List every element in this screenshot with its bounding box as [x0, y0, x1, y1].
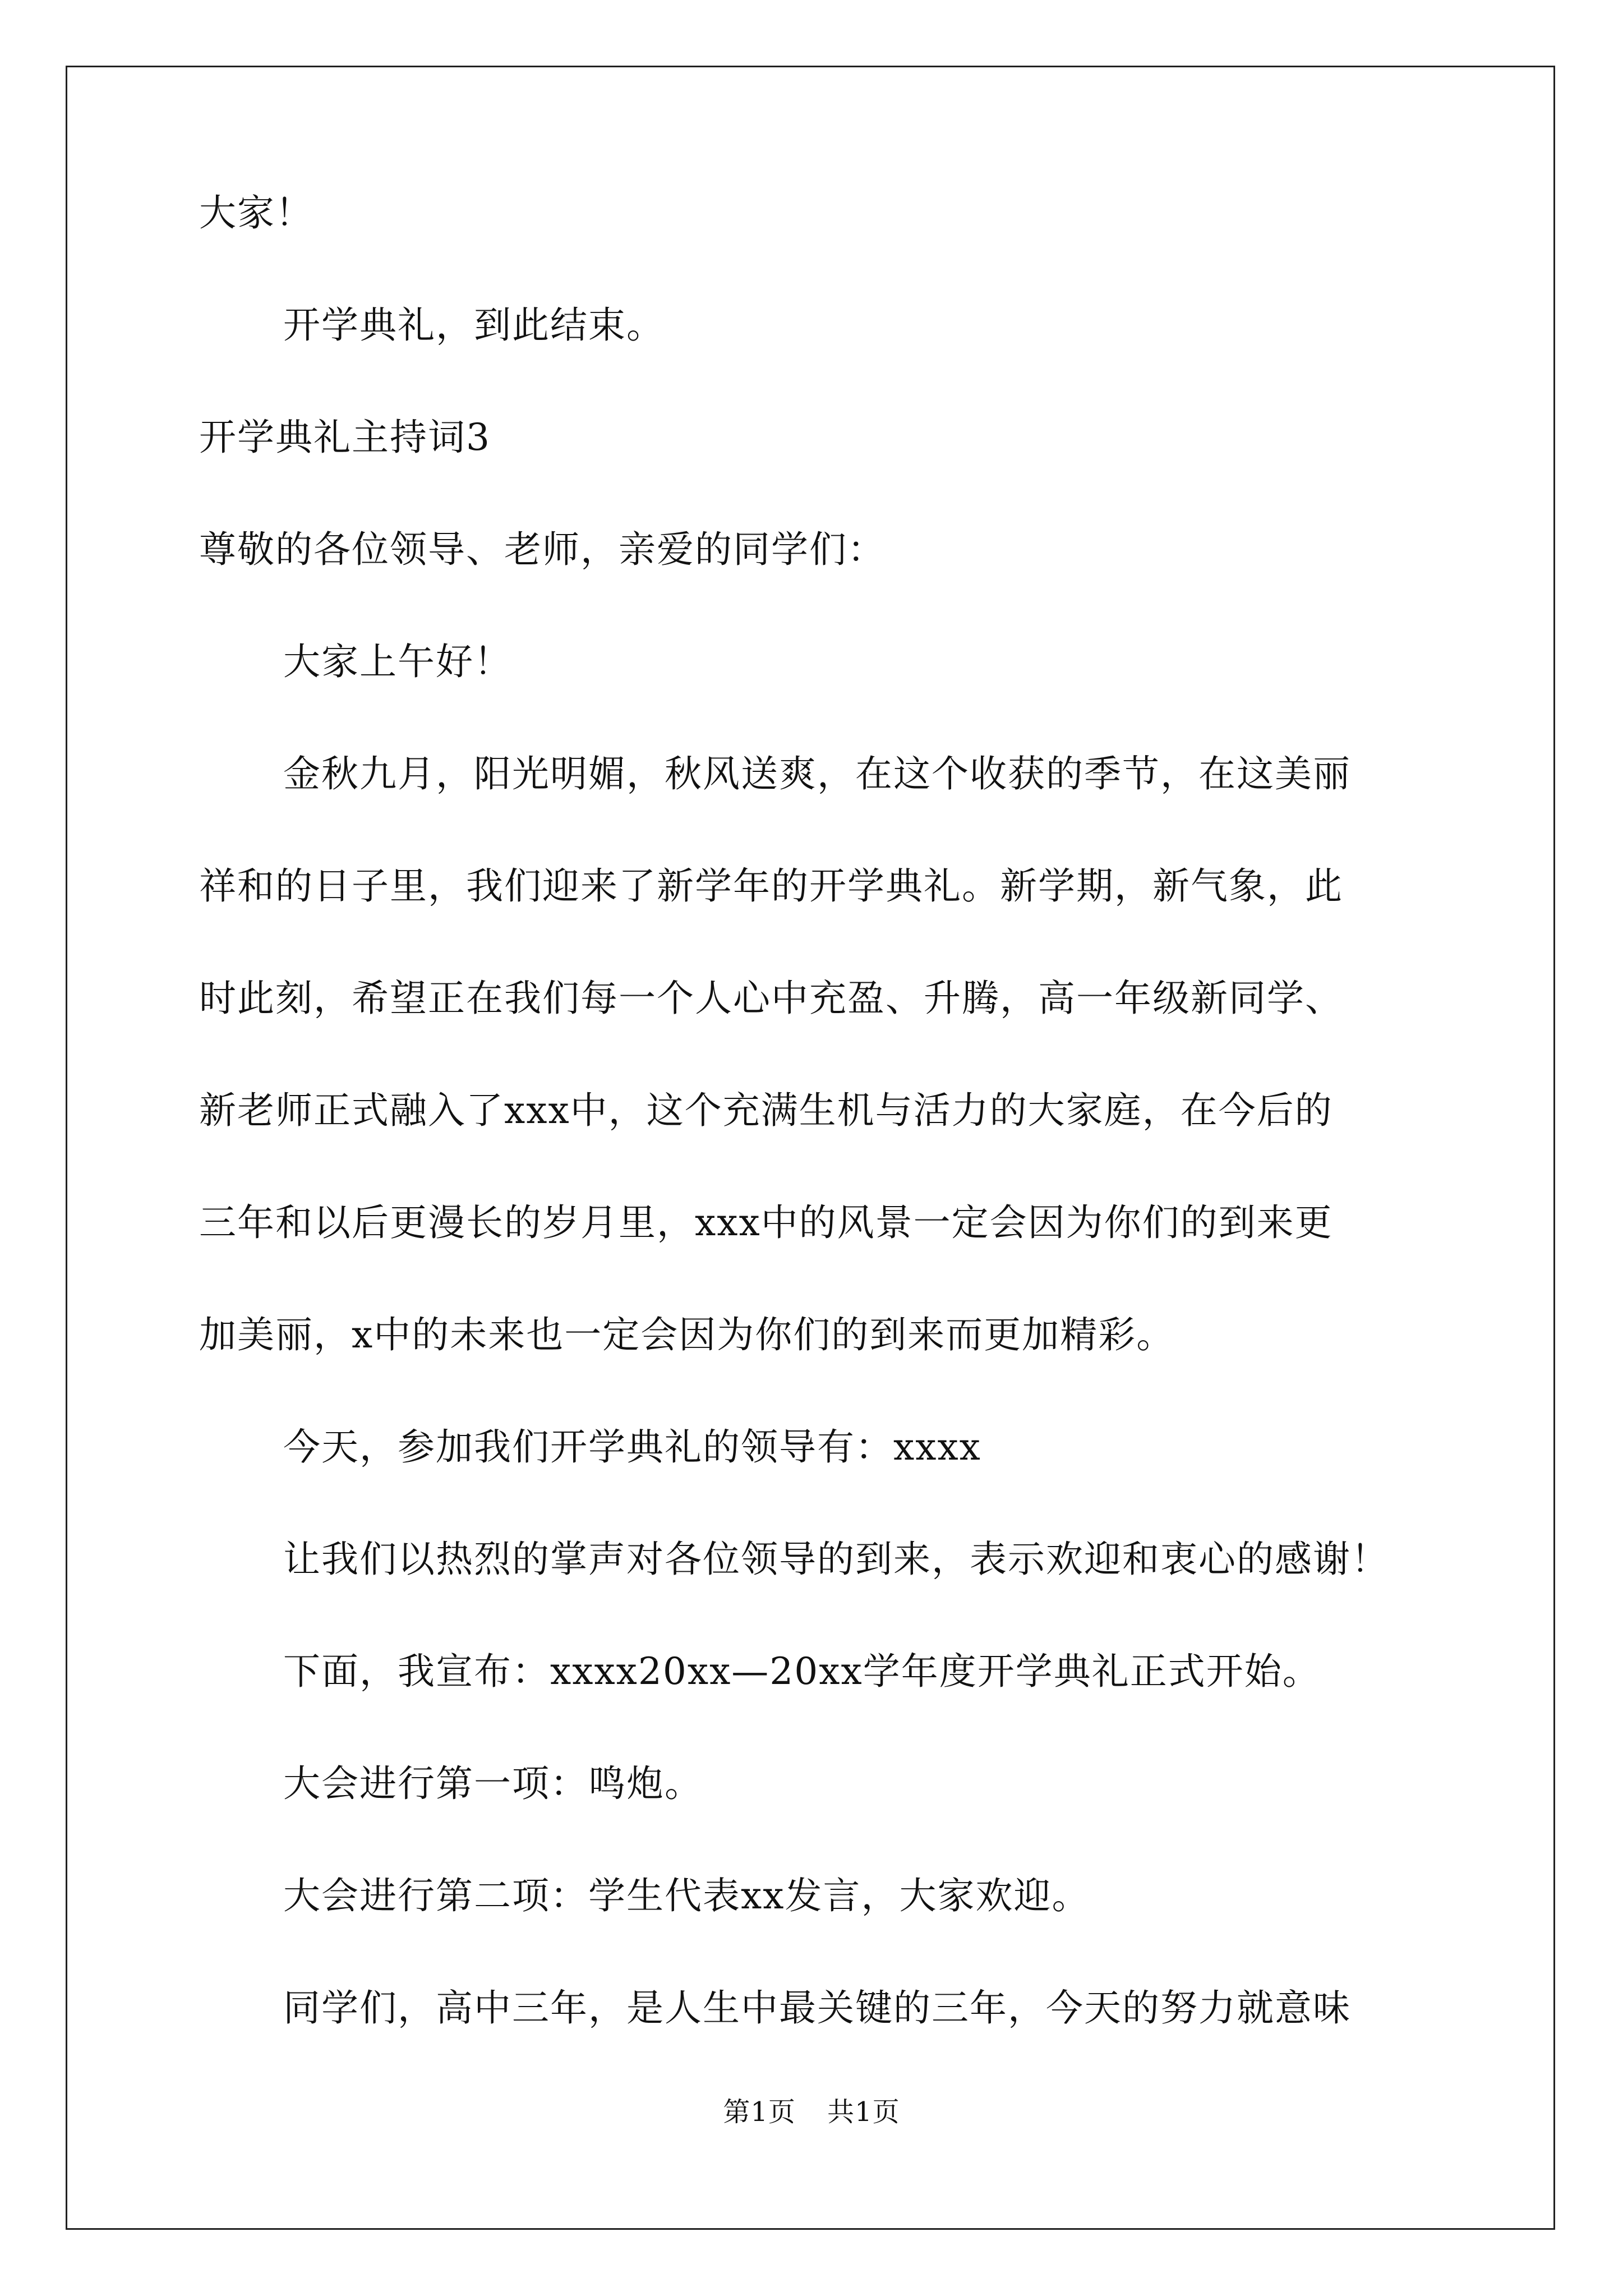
text-line: 时此刻，希望正在我们每一个人心中充盈、升腾，高一年级新同学、	[199, 977, 1343, 1020]
text-line: 同学们，高中三年，是人生中最关键的三年，今天的努力就意味	[283, 1986, 1351, 2030]
text-line: 新老师正式融入了xxx中，这个充满生机与活力的大家庭，在今后的	[199, 1089, 1333, 1132]
greeting: 大家上午好！	[283, 640, 512, 683]
text-line: 三年和以后更漫长的岁月里，xxx中的风景一定会因为你们的到来更	[199, 1201, 1333, 1244]
text-line: 让我们以热烈的掌声对各位领导的到来，表示欢迎和衷心的感谢！	[283, 1538, 1389, 1581]
text-line: 开学典礼，到此结束。	[283, 303, 665, 347]
text-line: 下面，我宣布：xxxx20xx—20xx学年度开学典礼正式开始。	[283, 1650, 1321, 1693]
salutation: 尊敬的各位领导、老师，亲爱的同学们：	[199, 528, 886, 571]
page-footer	[0, 2095, 1623, 2129]
text-line: 大家！	[199, 191, 313, 234]
text-line: 金秋九月，阳光明媚，秋风送爽，在这个收获的季节，在这美丽	[283, 752, 1351, 795]
section-heading: 开学典礼主持词3	[199, 416, 491, 459]
text-line: 今天，参加我们开学典礼的领导有：xxxx	[283, 1425, 981, 1469]
text-line: 祥和的日子里，我们迎来了新学年的开学典礼。新学期，新气象，此	[199, 864, 1343, 908]
text-line: 大会进行第二项：学生代表xx发言，大家欢迎。	[283, 1874, 1090, 1917]
page-number: 第1页	[723, 2096, 796, 2128]
page-total: 共1页	[827, 2096, 900, 2128]
text-line: 加美丽，x中的未来也一定会因为你们的到来而更加精彩。	[199, 1313, 1175, 1356]
text-line: 大会进行第一项：鸣炮。	[283, 1762, 703, 1805]
